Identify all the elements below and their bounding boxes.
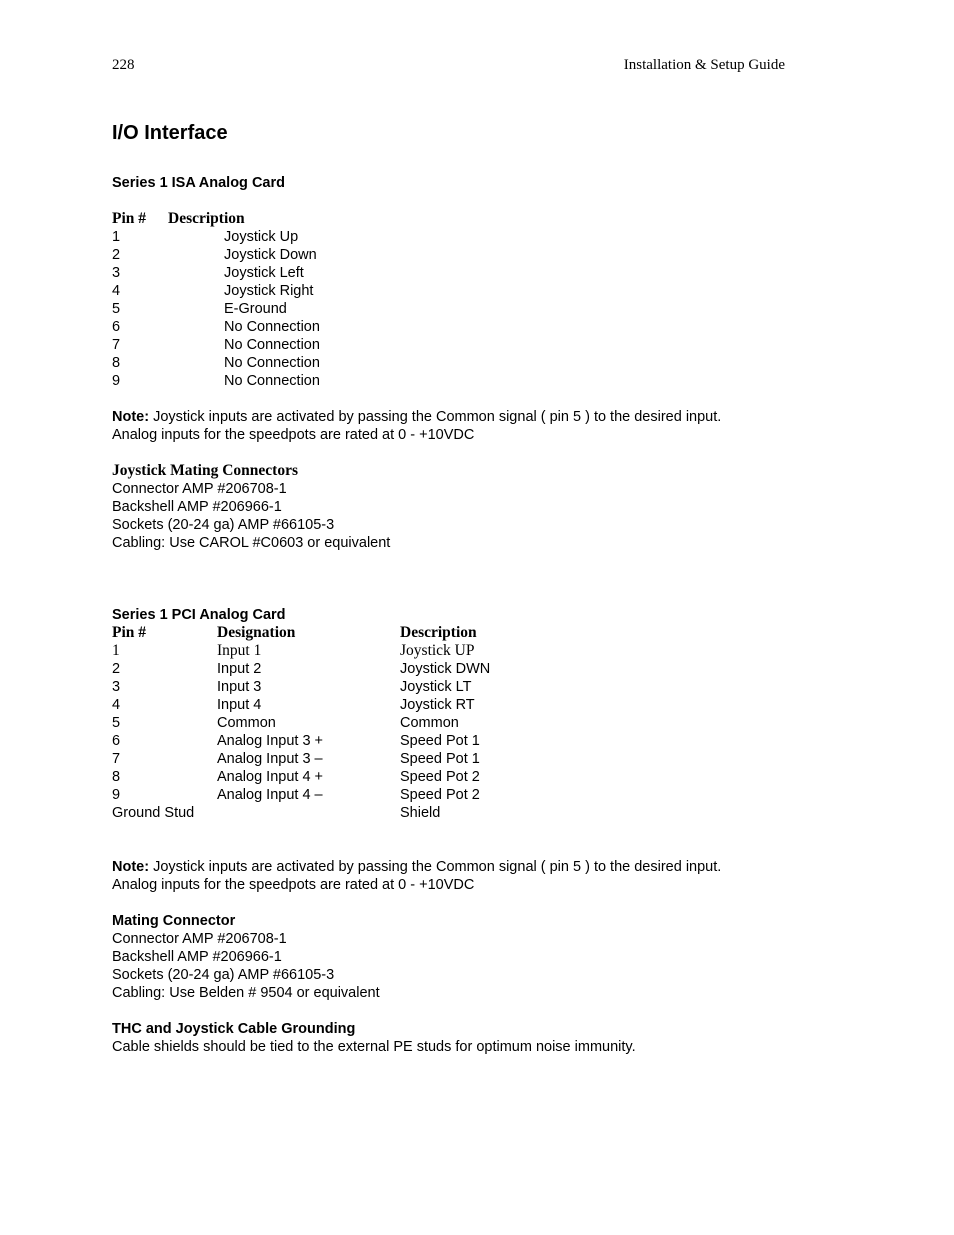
isa-description: Joystick Up: [224, 229, 299, 245]
note-text: Joystick inputs are activated by passing the Common signal ( pin 5 ) to the desired input.: [149, 859, 722, 875]
pci-pin: 1: [112, 642, 120, 659]
pci-pin: 8: [112, 769, 121, 785]
pci-description: Joystick LT: [400, 679, 472, 695]
table-row: [112, 678, 812, 696]
grounding-text: Cable shields should be tied to the external PE studs for optimum noise immunity.: [112, 1039, 636, 1055]
pci-description: Speed Pot 1: [400, 733, 480, 749]
page-number: 228: [112, 57, 135, 73]
pci-description: Common: [400, 715, 459, 731]
grounding-heading: THC and Joystick Cable Grounding: [112, 1021, 356, 1037]
pci-description: Speed Pot 2: [400, 769, 480, 785]
pci-designation: Input 4: [217, 697, 262, 713]
isa-note: [112, 408, 721, 426]
table-row: [112, 300, 812, 318]
table-row: [112, 786, 812, 804]
isa-pin: 1: [112, 229, 121, 245]
pci-designation: Analog Input 3 +: [217, 733, 324, 749]
pci-pin: 3: [112, 679, 121, 695]
isa-mating-line: Cabling: Use CAROL #C0603 or equivalent: [112, 535, 391, 551]
pci-pin: 4: [112, 697, 121, 713]
pci-heading: Series 1 PCI Analog Card: [112, 607, 286, 623]
pci-pin: 5: [112, 715, 121, 731]
pci-pin: 2: [112, 661, 121, 677]
table-row: [112, 696, 812, 714]
isa-description: No Connection: [224, 373, 320, 389]
pci-designation: Input 3: [217, 679, 262, 695]
table-row: [112, 282, 812, 300]
section-title: I/O Interface: [112, 122, 228, 144]
pci-designation: Analog Input 3 –: [217, 751, 323, 767]
pci-description: Speed Pot 2: [400, 787, 480, 803]
isa-description: No Connection: [224, 355, 320, 371]
table-row: [112, 660, 812, 678]
isa-pin: 8: [112, 355, 121, 371]
isa-pin: 4: [112, 283, 121, 299]
isa-description: Joystick Right: [224, 283, 314, 299]
pci-pin: 6: [112, 733, 121, 749]
pci-designation: Common: [217, 715, 276, 731]
isa-pin: 3: [112, 265, 121, 281]
pci-designation: Input 1: [217, 642, 262, 659]
isa-pin: 6: [112, 319, 121, 335]
isa-pin: 5: [112, 301, 121, 317]
table-row: [112, 768, 812, 786]
pci-mating-line: Backshell AMP #206966-1: [112, 949, 282, 965]
pci-pin: 9: [112, 787, 121, 803]
table-row: [112, 372, 812, 390]
isa-description: Joystick Down: [224, 247, 317, 263]
table-row: [112, 246, 812, 264]
table-row: [112, 318, 812, 336]
isa-description: E-Ground: [224, 301, 287, 317]
note-label: Note:: [112, 859, 150, 875]
table-row: [112, 642, 812, 660]
isa-pin: 2: [112, 247, 121, 263]
pci-table-header: [112, 624, 812, 642]
pci-description: Shield: [400, 805, 441, 821]
table-row: [112, 354, 812, 372]
isa-note-line2: Analog inputs for the speedpots are rated at 0 - +10VDC: [112, 427, 475, 443]
pci-note-line2: Analog inputs for the speedpots are rated at 0 - +10VDC: [112, 877, 475, 893]
table-row: [112, 228, 812, 246]
pci-designation: Analog Input 4 +: [217, 769, 324, 785]
isa-description: No Connection: [224, 337, 320, 353]
table-row: [112, 336, 812, 354]
table-row: [112, 714, 812, 732]
isa-pin: 9: [112, 373, 121, 389]
isa-col-pin: Pin #: [112, 210, 147, 227]
isa-mating-line: Sockets (20-24 ga) AMP #66105-3: [112, 517, 335, 533]
pci-description: Speed Pot 1: [400, 751, 480, 767]
pci-col-description: Description: [400, 624, 477, 641]
isa-mating-line: Backshell AMP #206966-1: [112, 499, 282, 515]
pci-designation: Input 2: [217, 661, 262, 677]
pci-mating-line: Cabling: Use Belden # 9504 or equivalent: [112, 985, 380, 1001]
table-row: [112, 732, 812, 750]
table-row: [112, 804, 812, 822]
pci-description: Joystick RT: [400, 697, 475, 713]
pci-mating-line: Connector AMP #206708-1: [112, 931, 287, 947]
pci-pin: 7: [112, 751, 121, 767]
table-row: [112, 264, 812, 282]
pci-mating-line: Sockets (20-24 ga) AMP #66105-3: [112, 967, 335, 983]
pci-col-pin: Pin #: [112, 624, 147, 641]
pci-description: Joystick UP: [400, 642, 475, 659]
running-title: Installation & Setup Guide: [623, 57, 785, 73]
pci-pin: Ground Stud: [112, 805, 195, 821]
pci-note: [112, 858, 721, 876]
pci-col-designation: Designation: [217, 624, 296, 641]
isa-heading: Series 1 ISA Analog Card: [112, 175, 285, 191]
isa-pin: 7: [112, 337, 121, 353]
isa-table-header: [112, 210, 812, 228]
table-row: [112, 750, 812, 768]
pci-description: Joystick DWN: [400, 661, 491, 677]
isa-col-description: Description: [168, 210, 245, 227]
pci-designation: Analog Input 4 –: [217, 787, 323, 803]
isa-description: No Connection: [224, 319, 320, 335]
isa-description: Joystick Left: [224, 265, 304, 281]
note-label: Note:: [112, 409, 150, 425]
isa-mating-heading: Joystick Mating Connectors: [112, 462, 298, 479]
pci-mating-heading: Mating Connector: [112, 913, 236, 929]
note-text: Joystick inputs are activated by passing the Common signal ( pin 5 ) to the desired input.: [149, 409, 722, 425]
isa-mating-line: Connector AMP #206708-1: [112, 481, 287, 497]
